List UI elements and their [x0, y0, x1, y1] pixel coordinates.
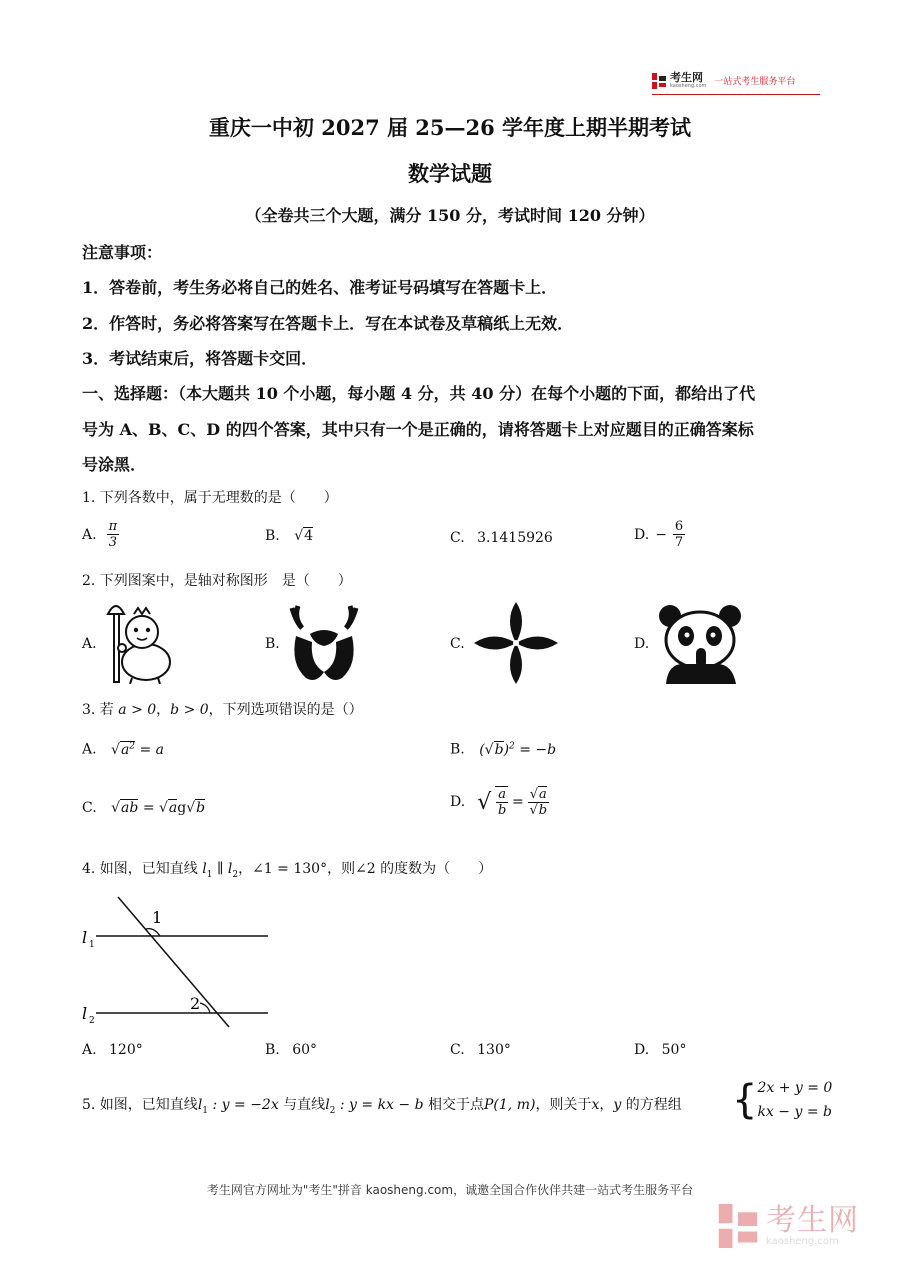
option-label: B. [265, 528, 280, 544]
denominator: 7 [674, 535, 684, 550]
angle-2-arc [200, 1003, 210, 1013]
rhs-fraction: $\frac{√a}{√b}$ [529, 786, 548, 818]
question-5-stem [82, 1094, 682, 1116]
radicand [120, 741, 135, 758]
stem-prefix: 5. 如图，已知直线 [82, 1097, 198, 1113]
line-symbol: l [197, 1097, 203, 1113]
q1-option-d [634, 519, 685, 550]
option-label: C. [450, 1042, 465, 1058]
separator: ， [238, 861, 253, 877]
question-4-stem [82, 858, 492, 880]
radicand: 4 [304, 528, 314, 544]
minus-sign: − [655, 526, 667, 543]
section1-intro: 一、选择题：（本大题共 10 个小题，每小题 4 分，共 40 分）在每个小题的下面，都给出了代 [82, 384, 756, 403]
notice-item: 2．作答时，务必将答案写在答题卡上．写在本试卷及草稿纸上无效． [82, 314, 574, 333]
q4-option-a [82, 1042, 143, 1058]
subscript: 1 [202, 1105, 209, 1116]
question-3-stem [82, 699, 363, 719]
line-symbol: l [325, 1097, 330, 1113]
q5-equation-system: { 2x + y = 0 kx − y = b [732, 1077, 833, 1123]
option-label: B. [265, 1042, 280, 1058]
q2-figure-d-panda [656, 602, 744, 684]
condition-b: b > 0 [170, 702, 209, 718]
numerator: 6 [674, 519, 684, 534]
radicand: b [494, 741, 504, 758]
line-symbol: l [202, 861, 207, 877]
question-1-stem: 1. 下列各数中，属于无理数的是（ ） [82, 490, 338, 506]
option-value: 120° [109, 1042, 143, 1058]
transversal-line [118, 897, 229, 1027]
q1-option-a [82, 519, 119, 550]
variable-y: y [613, 1097, 622, 1113]
system-equation: kx − y = b [757, 1104, 832, 1120]
q3-option-b: B. $(√b)^2 = -b$ [450, 741, 557, 758]
q4-option-b [265, 1042, 317, 1058]
exam-title: 重庆一中初 2027 届 25—26 学年度上期半期考试 [208, 115, 692, 140]
logo-text [670, 72, 706, 89]
option-label: A. [82, 636, 97, 652]
exponent: 2 [509, 741, 515, 751]
separator: ， [599, 1097, 614, 1113]
q1-fraction-a [107, 519, 120, 550]
q3-option-a: A. $√a^2 = a$ [82, 741, 165, 758]
section1-intro: 号涂黑． [82, 455, 147, 474]
denominator: 3 [108, 535, 117, 550]
q4-parallel-lines-figure [82, 893, 282, 1035]
kaosheng-logo-icon [652, 73, 666, 89]
base: a [120, 741, 130, 758]
q4-option-d [634, 1042, 686, 1058]
radicand: a [168, 800, 178, 816]
angle-2-label: 2 [190, 994, 201, 1013]
option-label: A. [82, 1042, 97, 1058]
q1-fraction-d [673, 519, 685, 550]
option-label: D. [634, 1042, 650, 1058]
system-equation: 2x + y = 0 [757, 1080, 833, 1096]
question-2-stem: 2. 下列图案中，是轴对称图形 是（ ） [82, 573, 352, 589]
q2-figure-a-mascot [102, 602, 176, 684]
dot-glyph: g [177, 800, 187, 816]
option-label: B. [265, 636, 280, 652]
angle-condition: ∠1 = 130° [252, 861, 328, 877]
watermark-name: 考生网 [766, 1202, 859, 1238]
numerator: π [108, 519, 118, 534]
stem-prefix: 3. 若 [82, 702, 114, 718]
denominator: b [538, 802, 548, 818]
option-value: 60° [292, 1042, 318, 1058]
subscript: 2 [232, 869, 239, 880]
q3-option-d: D. √ $\frac{a}{b}$ = $\frac{√a}{√b}$ [450, 786, 548, 818]
radicand-fraction [495, 786, 508, 818]
subscript: 2 [329, 1105, 336, 1116]
option-label: A. [82, 526, 97, 543]
footer-text: 考生网官方网址为"考生"拼音 kaosheng.com，诚邀全国合作伙伴共建一站式考生服务平台 [206, 1183, 694, 1197]
l2-subscript: 2 [89, 1016, 95, 1026]
option-label: C. [82, 800, 97, 816]
rhs: = a [139, 741, 165, 758]
equals: = [142, 800, 155, 816]
stem-prefix: 4. 如图，已知直线 [82, 861, 198, 877]
angle-1-label: 1 [152, 908, 163, 927]
option-value: 130° [477, 1042, 511, 1058]
variable-x: x [591, 1097, 600, 1113]
stem-suffix: ，则∠2 的度数为（ ） [327, 861, 493, 877]
exam-info: （全卷共三个大题，满分 150 分，考试时间 120 分钟） [245, 206, 655, 225]
watermark-logo-icon [718, 1204, 758, 1248]
option-label: C. [450, 530, 465, 546]
notice-item: 1．答卷前，考生务必将自己的姓名、准考证号码填写在答题卡上． [82, 278, 558, 297]
section1-intro: 号为 A、B、C、D 的四个答案，其中只有一个是正确的，请将答题卡上对应题目的正确答案标 [82, 420, 754, 439]
intersection-point: P(1, m) [484, 1097, 536, 1113]
condition-a: a > 0 [118, 702, 157, 718]
separator: ， [156, 702, 171, 718]
radicand: ab [121, 800, 139, 816]
stem-text: 相交于点 [423, 1097, 484, 1113]
option-value: 50° [661, 1042, 687, 1058]
notice-item: 3．考试结束后，将答题卡交回． [82, 349, 318, 368]
exponent: 2 [129, 741, 136, 751]
rhs: = −b [519, 741, 557, 758]
stem-text: 与直线 [278, 1097, 326, 1113]
q1-option-c [450, 530, 553, 546]
parallel-symbol: ∥ [216, 861, 224, 877]
l1-label: l [82, 928, 88, 947]
watermark-domain: kaosheng.com [766, 1235, 839, 1247]
line-1-equation: : y = −2x [208, 1097, 279, 1113]
q4-option-c [450, 1042, 511, 1058]
logo-name: 考生网 [670, 71, 703, 84]
equals: = [511, 794, 524, 810]
stem-suffix: ，下列选项错误的是（） [208, 702, 363, 718]
option-label: D. [634, 526, 650, 543]
option-label: C. [450, 636, 465, 652]
kaosheng-logo [652, 72, 795, 89]
logo-slogan: 一站式考生服务平台 [714, 77, 796, 87]
option-label: D. [450, 794, 466, 810]
stem-suffix: 的方程组 [621, 1097, 682, 1113]
l1-subscript: 1 [89, 940, 95, 950]
subject-title: 数学试题 [408, 161, 492, 186]
l2-label: l [82, 1004, 88, 1023]
numerator: a [498, 787, 506, 802]
radicand: b [196, 800, 206, 816]
option-label: D. [634, 636, 650, 652]
denominator: b [497, 803, 507, 818]
q2-figure-c-flower [472, 600, 560, 686]
logo-domain: kaosheng.com [670, 83, 707, 89]
kaosheng-watermark [718, 1204, 859, 1248]
option-label: B. [450, 741, 465, 758]
line-2-equation: : y = kx − b [335, 1097, 424, 1113]
header-rule [652, 94, 820, 95]
q1-option-b: B. √4 [265, 528, 314, 544]
q2-figure-b-deer [284, 602, 364, 684]
notice-heading: 注意事项： [82, 243, 163, 262]
numerator: a [539, 786, 547, 802]
value: 3.1415926 [477, 530, 553, 546]
option-label: A. [82, 741, 97, 758]
stem-text: ，则关于 [535, 1097, 592, 1113]
line-symbol: l [227, 861, 233, 877]
subscript: 1 [206, 869, 213, 880]
q3-option-c: C. √ab = √ag√b [82, 800, 206, 816]
